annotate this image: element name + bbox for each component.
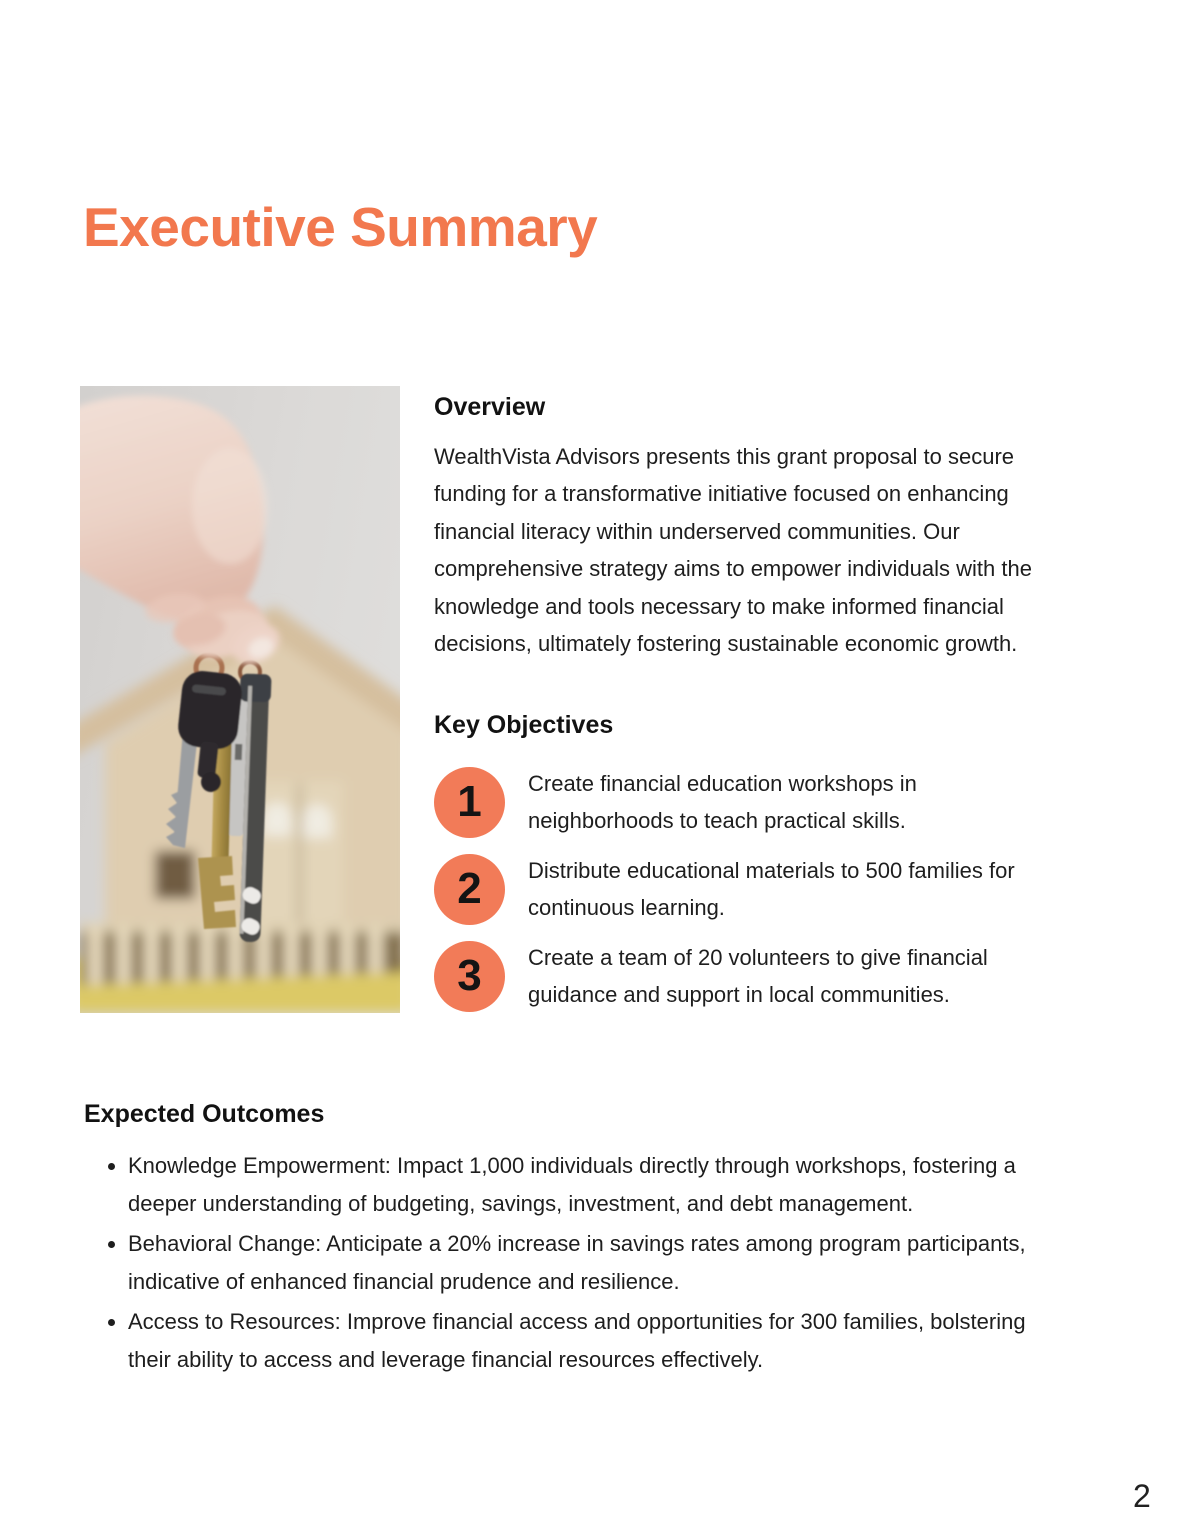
outcomes-list xyxy=(84,1147,1064,1379)
page-title: Executive Summary xyxy=(83,196,598,258)
key-objectives-heading: Key Objectives xyxy=(434,710,614,739)
expected-outcomes-section xyxy=(84,1098,1064,1381)
objective-item-1 xyxy=(434,765,1096,839)
objective-number-badge: 3 xyxy=(434,941,505,1012)
outcome-item: • Behavioral Change: Anticipate a 20% increase in savings rates among program participants, indicative of enhanced financial prudence and resilience. xyxy=(128,1225,1048,1301)
objective-number-badge: 1 xyxy=(434,767,505,838)
outcome-item: • Access to Resources: Improve financial access and opportunities for 300 families, bolstering their ability to access and leverage financial resources effectively. xyxy=(128,1303,1048,1379)
objective-text: Create financial education workshops in neighborhoods to teach practical skills. xyxy=(528,771,917,833)
objective-number-badge: 2 xyxy=(434,854,505,925)
outcome-item: • Knowledge Empowerment: Impact 1,000 individuals directly through workshops, fostering a deeper understanding of budgeting, savings, investment, and debt management. xyxy=(128,1147,1048,1223)
objectives-list xyxy=(434,765,1096,1013)
objective-item-2 xyxy=(434,852,1096,926)
keys-house-photo xyxy=(80,386,400,1013)
objective-text: Distribute educational materials to 500 families for continuous learning. xyxy=(528,858,1015,920)
objective-item-3 xyxy=(434,939,1096,1013)
overview-column xyxy=(434,386,1096,1026)
page-number: 2 xyxy=(1133,1478,1151,1514)
overview-heading: Overview xyxy=(434,393,546,421)
objective-text: Create a team of 20 volunteers to give financial guidance and support in local communities. xyxy=(528,945,988,1007)
expected-outcomes-heading: Expected Outcomes xyxy=(84,1100,325,1128)
overview-paragraph: WealthVista Advisors presents this grant proposal to secure funding for a transformative initiative focused on enhancing financial literacy within underserved communities. Our comprehensive strategy aims to empower individuals with the knowledge and tools necessary to make informed financial decisions, ultimately fostering sustainable economic growth. xyxy=(434,443,1032,656)
